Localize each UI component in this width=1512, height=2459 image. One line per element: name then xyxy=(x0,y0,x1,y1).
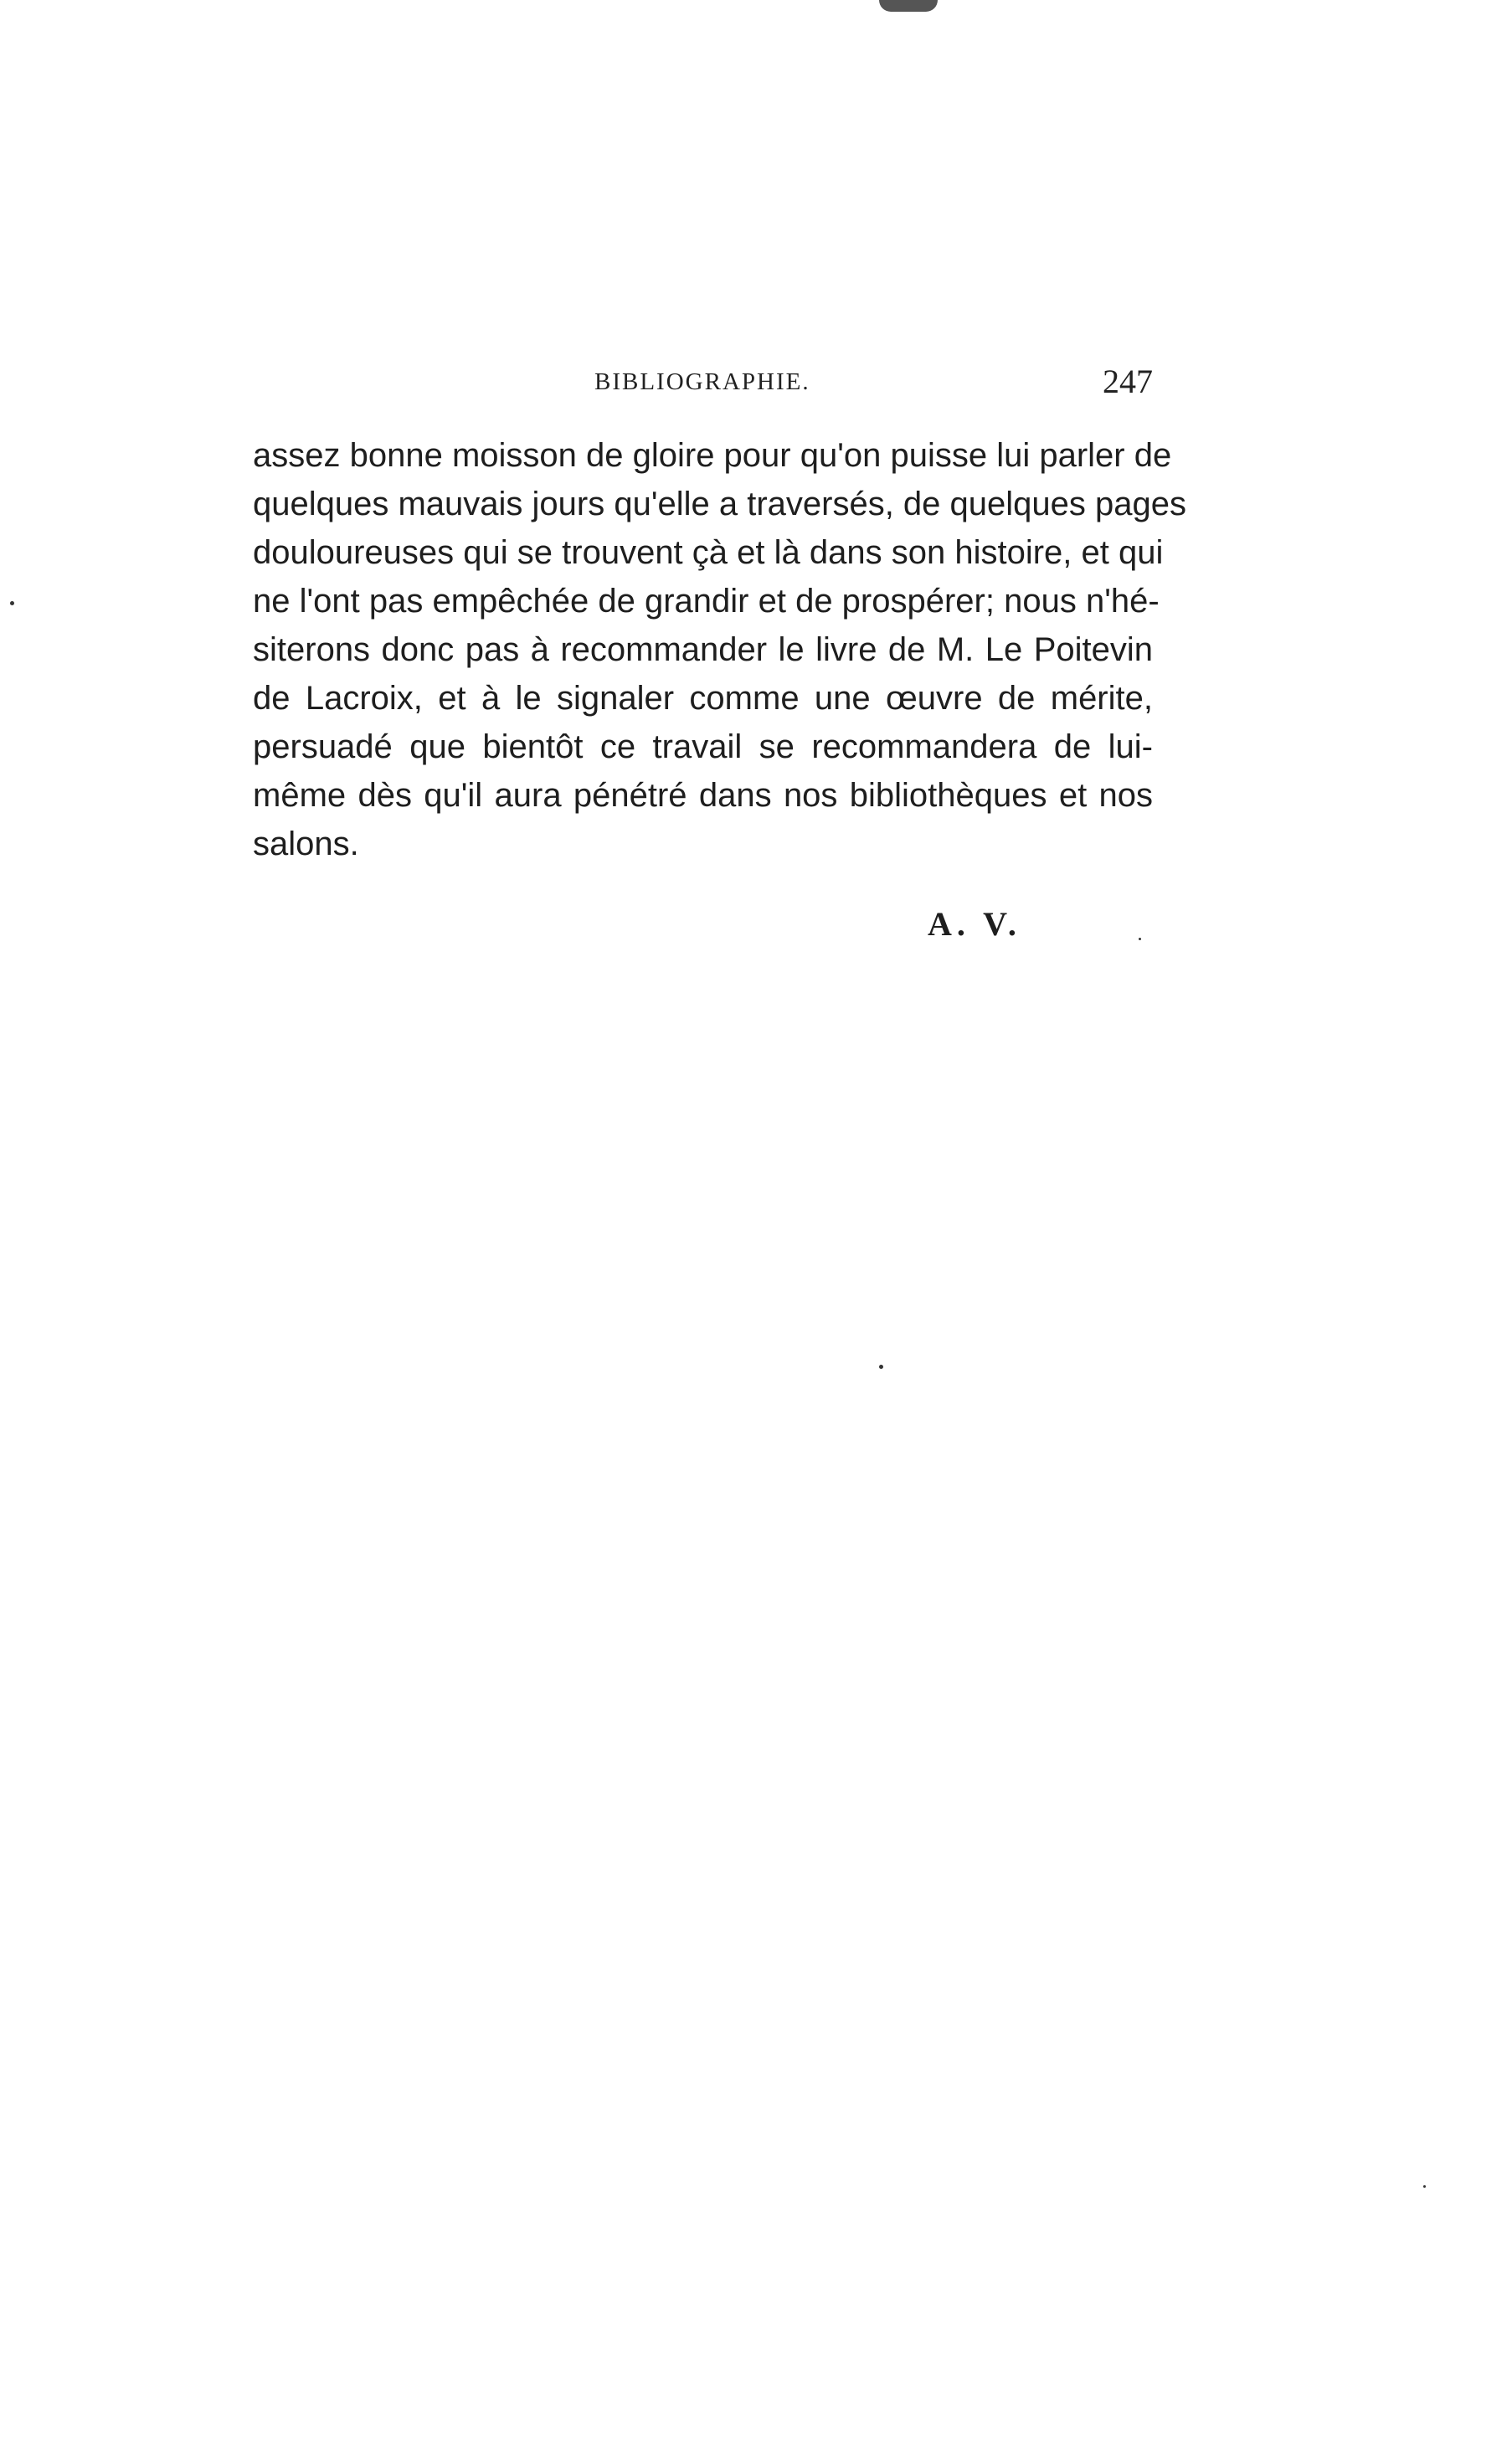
text-line: douloureuses qui se trouvent çà et là dans son histoire, et qui xyxy=(253,534,1164,571)
text-line: assez bonne moisson de gloire pour qu'on puisse lui parler de xyxy=(253,437,1172,474)
text-line: ne l'ont pas empêchée de grandir et de prospérer; nous n'hé- xyxy=(253,583,1160,620)
author-signature: A. V. xyxy=(928,905,1021,943)
scan-artifact xyxy=(1423,2185,1426,2188)
running-head xyxy=(253,362,1153,404)
text-line: de Lacroix, et à le signaler comme une œuvre de mérite, xyxy=(253,680,1153,717)
scan-artifact xyxy=(879,0,938,12)
scan-artifact xyxy=(1139,938,1141,940)
text-line: siterons donc pas à recommander le livre de M. Le Poitevin xyxy=(253,631,1153,668)
page-number: 247 xyxy=(1103,363,1153,400)
text-line: salons. xyxy=(253,826,359,862)
running-title: BIBLIOGRAPHIE. xyxy=(594,368,810,395)
scan-artifact xyxy=(10,601,14,605)
text-line: même dès qu'il aura pénétré dans nos bibliothèques et nos xyxy=(253,777,1153,814)
text-line: quelques mauvais jours qu'elle a traversés, de quelques pages xyxy=(253,486,1186,522)
text-line: persuadé que bientôt ce travail se recommandera de lui- xyxy=(253,728,1153,765)
body-paragraph xyxy=(253,431,1186,868)
scan-artifact xyxy=(879,1365,883,1369)
